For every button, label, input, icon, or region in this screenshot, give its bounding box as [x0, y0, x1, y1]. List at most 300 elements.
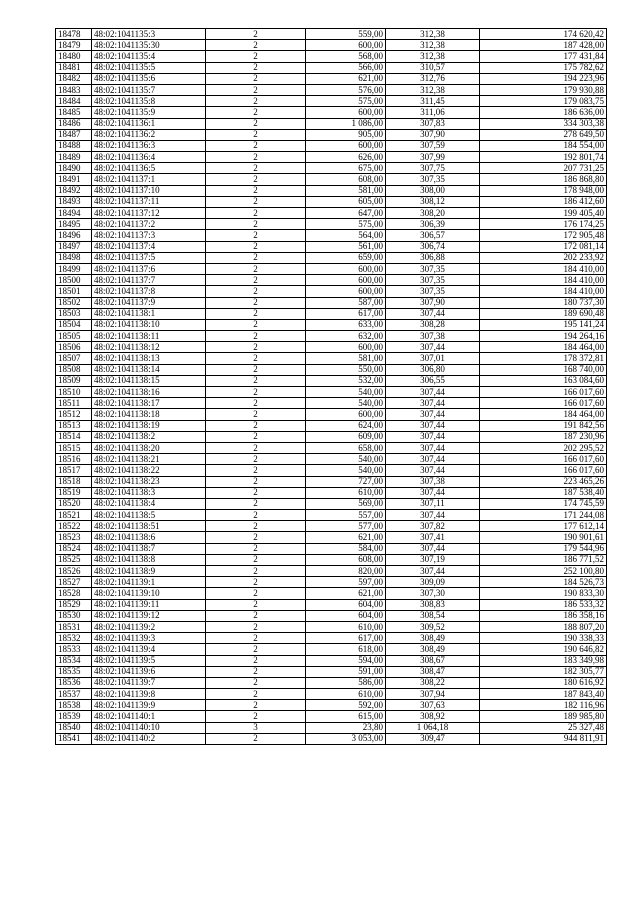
- area-cell: 597,00: [306, 577, 386, 588]
- specific-value-cell: 309,47: [386, 733, 480, 744]
- table-row: [56, 554, 607, 565]
- area-cell: 618,00: [306, 644, 386, 655]
- table-body: [56, 29, 607, 745]
- cadastral-number-cell: 48:02:1041138:3: [92, 487, 206, 498]
- row-number-cell: 18533: [56, 644, 92, 655]
- table-row: [56, 163, 607, 174]
- specific-value-cell: 311,06: [386, 107, 480, 118]
- area-cell: 600,00: [306, 263, 386, 274]
- group-code-cell: 2: [206, 185, 306, 196]
- table-row: [56, 96, 607, 107]
- area-cell: 658,00: [306, 442, 386, 453]
- cadastral-number-cell: 48:02:1041138:18: [92, 409, 206, 420]
- specific-value-cell: 308,92: [386, 711, 480, 722]
- specific-value-cell: 308,49: [386, 633, 480, 644]
- area-cell: 605,00: [306, 196, 386, 207]
- cadastral-number-cell: 48:02:1041137:12: [92, 208, 206, 219]
- group-code-cell: 2: [206, 454, 306, 465]
- group-code-cell: 2: [206, 677, 306, 688]
- cadastral-value-cell: 186 771,52: [480, 554, 607, 565]
- cadastral-value-cell: 252 100,80: [480, 566, 607, 577]
- cadastral-number-cell: 48:02:1041135:9: [92, 107, 206, 118]
- group-code-cell: 2: [206, 498, 306, 509]
- cadastral-number-cell: 48:02:1041138:11: [92, 331, 206, 342]
- row-number-cell: 18486: [56, 118, 92, 129]
- cadastral-value-cell: 202 233,92: [480, 252, 607, 263]
- group-code-cell: 2: [206, 286, 306, 297]
- row-number-cell: 18513: [56, 420, 92, 431]
- table-row: [56, 420, 607, 431]
- group-code-cell: 2: [206, 566, 306, 577]
- row-number-cell: 18494: [56, 208, 92, 219]
- cadastral-number-cell: 48:02:1041138:19: [92, 420, 206, 431]
- cadastral-number-cell: 48:02:1041138:9: [92, 566, 206, 577]
- cadastral-number-cell: 48:02:1041139:6: [92, 666, 206, 677]
- group-code-cell: 2: [206, 196, 306, 207]
- group-code-cell: 2: [206, 577, 306, 588]
- specific-value-cell: 307,44: [386, 543, 480, 554]
- row-number-cell: 18490: [56, 163, 92, 174]
- cadastral-value-cell: 183 349,98: [480, 655, 607, 666]
- specific-value-cell: 307,75: [386, 163, 480, 174]
- table-row: [56, 297, 607, 308]
- table-row: [56, 196, 607, 207]
- cadastral-number-cell: 48:02:1041137:7: [92, 275, 206, 286]
- table-row: [56, 241, 607, 252]
- specific-value-cell: 307,82: [386, 521, 480, 532]
- row-number-cell: 18509: [56, 375, 92, 386]
- specific-value-cell: 307,44: [386, 465, 480, 476]
- cadastral-value-cell: 207 731,25: [480, 163, 607, 174]
- specific-value-cell: 307,44: [386, 387, 480, 398]
- table-row: [56, 610, 607, 621]
- specific-value-cell: 306,55: [386, 375, 480, 386]
- cadastral-number-cell: 48:02:1041139:12: [92, 610, 206, 621]
- row-number-cell: 18491: [56, 174, 92, 185]
- specific-value-cell: 307,44: [386, 454, 480, 465]
- cadastral-value-cell: 184 464,00: [480, 342, 607, 353]
- cadastral-value-cell: 199 405,40: [480, 208, 607, 219]
- area-cell: 540,00: [306, 454, 386, 465]
- table-row: [56, 711, 607, 722]
- specific-value-cell: 307,63: [386, 700, 480, 711]
- specific-value-cell: 307,44: [386, 431, 480, 442]
- row-number-cell: 18538: [56, 700, 92, 711]
- specific-value-cell: 307,44: [386, 409, 480, 420]
- area-cell: 569,00: [306, 498, 386, 509]
- row-number-cell: 18496: [56, 230, 92, 241]
- table-row: [56, 152, 607, 163]
- cadastral-number-cell: 48:02:1041138:14: [92, 364, 206, 375]
- row-number-cell: 18495: [56, 219, 92, 230]
- row-number-cell: 18484: [56, 96, 92, 107]
- row-number-cell: 18507: [56, 353, 92, 364]
- specific-value-cell: 308,54: [386, 610, 480, 621]
- specific-value-cell: 307,01: [386, 353, 480, 364]
- cadastral-value-cell: 334 303,38: [480, 118, 607, 129]
- specific-value-cell: 312,38: [386, 29, 480, 40]
- specific-value-cell: 307,99: [386, 152, 480, 163]
- table-row: [56, 342, 607, 353]
- cadastral-value-cell: 184 464,00: [480, 409, 607, 420]
- specific-value-cell: 306,39: [386, 219, 480, 230]
- table-row: [56, 364, 607, 375]
- area-cell: 1 086,00: [306, 118, 386, 129]
- cadastral-value-cell: 186 358,16: [480, 610, 607, 621]
- cadastral-number-cell: 48:02:1041137:5: [92, 252, 206, 263]
- row-number-cell: 18501: [56, 286, 92, 297]
- group-code-cell: 2: [206, 431, 306, 442]
- cadastral-number-cell: 48:02:1041138:20: [92, 442, 206, 453]
- table-row: [56, 275, 607, 286]
- table-row: [56, 40, 607, 51]
- cadastral-value-cell: 166 017,60: [480, 398, 607, 409]
- row-number-cell: 18522: [56, 521, 92, 532]
- cadastral-number-cell: 48:02:1041138:4: [92, 498, 206, 509]
- group-code-cell: 2: [206, 420, 306, 431]
- table-row: [56, 140, 607, 151]
- group-code-cell: 2: [206, 297, 306, 308]
- group-code-cell: 2: [206, 689, 306, 700]
- area-cell: 604,00: [306, 610, 386, 621]
- specific-value-cell: 307,35: [386, 286, 480, 297]
- cadastral-number-cell: 48:02:1041135:5: [92, 62, 206, 73]
- group-code-cell: 2: [206, 84, 306, 95]
- cadastral-value-cell: 189 690,48: [480, 308, 607, 319]
- cadastral-value-cell: 179 930,88: [480, 84, 607, 95]
- group-code-cell: 2: [206, 353, 306, 364]
- table-row: [56, 487, 607, 498]
- area-cell: 600,00: [306, 286, 386, 297]
- table-row: [56, 286, 607, 297]
- cadastral-number-cell: 48:02:1041138:22: [92, 465, 206, 476]
- cadastral-value-cell: 179 544,96: [480, 543, 607, 554]
- specific-value-cell: 307,59: [386, 140, 480, 151]
- table-row: [56, 454, 607, 465]
- cadastral-number-cell: 48:02:1041136:4: [92, 152, 206, 163]
- table-row: [56, 666, 607, 677]
- area-cell: 568,00: [306, 51, 386, 62]
- area-cell: 557,00: [306, 510, 386, 521]
- area-cell: 600,00: [306, 40, 386, 51]
- row-number-cell: 18527: [56, 577, 92, 588]
- group-code-cell: 2: [206, 621, 306, 632]
- area-cell: 608,00: [306, 554, 386, 565]
- cadastral-number-cell: 48:02:1041139:9: [92, 700, 206, 711]
- table-row: [56, 62, 607, 73]
- row-number-cell: 18523: [56, 532, 92, 543]
- area-cell: 659,00: [306, 252, 386, 263]
- area-cell: 675,00: [306, 163, 386, 174]
- row-number-cell: 18508: [56, 364, 92, 375]
- area-cell: 608,00: [306, 174, 386, 185]
- specific-value-cell: 307,90: [386, 297, 480, 308]
- row-number-cell: 18488: [56, 140, 92, 151]
- cadastral-number-cell: 48:02:1041139:11: [92, 599, 206, 610]
- area-cell: 604,00: [306, 599, 386, 610]
- cadastral-value-cell: 187 843,40: [480, 689, 607, 700]
- cadastral-value-cell: 187 538,40: [480, 487, 607, 498]
- cadastral-number-cell: 48:02:1041138:16: [92, 387, 206, 398]
- cadastral-number-cell: 48:02:1041138:7: [92, 543, 206, 554]
- row-number-cell: 18485: [56, 107, 92, 118]
- area-cell: 577,00: [306, 521, 386, 532]
- row-number-cell: 18479: [56, 40, 92, 51]
- cadastral-value-cell: 171 244,08: [480, 510, 607, 521]
- specific-value-cell: 307,35: [386, 275, 480, 286]
- group-code-cell: 2: [206, 308, 306, 319]
- specific-value-cell: 307,35: [386, 263, 480, 274]
- specific-value-cell: 312,38: [386, 51, 480, 62]
- row-number-cell: 18500: [56, 275, 92, 286]
- specific-value-cell: 308,83: [386, 599, 480, 610]
- group-code-cell: 2: [206, 465, 306, 476]
- table-row: [56, 621, 607, 632]
- row-number-cell: 18541: [56, 733, 92, 744]
- cadastral-value-cell: 176 174,25: [480, 219, 607, 230]
- cadastral-number-cell: 48:02:1041137:10: [92, 185, 206, 196]
- cadastral-number-cell: 48:02:1041135:30: [92, 40, 206, 51]
- cadastral-number-cell: 48:02:1041140:2: [92, 733, 206, 744]
- table-row: [56, 230, 607, 241]
- area-cell: 610,00: [306, 487, 386, 498]
- row-number-cell: 18492: [56, 185, 92, 196]
- cadastral-number-cell: 48:02:1041137:3: [92, 230, 206, 241]
- cadastral-value-cell: 172 081,14: [480, 241, 607, 252]
- table-row: [56, 398, 607, 409]
- cadastral-value-cell: 182 116,96: [480, 700, 607, 711]
- area-cell: 621,00: [306, 532, 386, 543]
- group-code-cell: 2: [206, 442, 306, 453]
- cadastral-value-cell: 192 801,74: [480, 152, 607, 163]
- group-code-cell: 2: [206, 208, 306, 219]
- row-number-cell: 18521: [56, 510, 92, 521]
- cadastral-value-cell: 186 636,00: [480, 107, 607, 118]
- cadastral-value-cell: 194 223,96: [480, 73, 607, 84]
- cadastral-number-cell: 48:02:1041138:12: [92, 342, 206, 353]
- group-code-cell: 2: [206, 230, 306, 241]
- specific-value-cell: 308,47: [386, 666, 480, 677]
- cadastral-value-cell: 223 465,26: [480, 476, 607, 487]
- table-row: [56, 107, 607, 118]
- cadastral-value-cell: 202 295,52: [480, 442, 607, 453]
- table-row: [56, 331, 607, 342]
- specific-value-cell: 306,88: [386, 252, 480, 263]
- area-cell: 584,00: [306, 543, 386, 554]
- area-cell: 592,00: [306, 700, 386, 711]
- cadastral-value-cell: 190 646,82: [480, 644, 607, 655]
- cadastral-value-cell: 188 807,20: [480, 621, 607, 632]
- row-number-cell: 18499: [56, 263, 92, 274]
- group-code-cell: 2: [206, 40, 306, 51]
- cadastral-value-cell: 175 782,62: [480, 62, 607, 73]
- specific-value-cell: 307,44: [386, 308, 480, 319]
- table-row: [56, 633, 607, 644]
- group-code-cell: 2: [206, 521, 306, 532]
- cadastral-value-cell: 184 410,00: [480, 286, 607, 297]
- specific-value-cell: 307,44: [386, 442, 480, 453]
- cadastral-number-cell: 48:02:1041139:3: [92, 633, 206, 644]
- group-code-cell: 2: [206, 700, 306, 711]
- row-number-cell: 18487: [56, 129, 92, 140]
- cadastral-number-cell: 48:02:1041138:2: [92, 431, 206, 442]
- cadastral-value-cell: 178 948,00: [480, 185, 607, 196]
- row-number-cell: 18493: [56, 196, 92, 207]
- cadastral-number-cell: 48:02:1041135:4: [92, 51, 206, 62]
- specific-value-cell: 308,12: [386, 196, 480, 207]
- cadastral-number-cell: 48:02:1041136:1: [92, 118, 206, 129]
- group-code-cell: 2: [206, 554, 306, 565]
- row-number-cell: 18516: [56, 454, 92, 465]
- group-code-cell: 2: [206, 644, 306, 655]
- group-code-cell: 2: [206, 375, 306, 386]
- row-number-cell: 18504: [56, 319, 92, 330]
- table-row: [56, 185, 607, 196]
- specific-value-cell: 1 064,18: [386, 722, 480, 733]
- area-cell: 600,00: [306, 409, 386, 420]
- group-code-cell: 2: [206, 319, 306, 330]
- group-code-cell: 2: [206, 588, 306, 599]
- group-code-cell: 2: [206, 510, 306, 521]
- specific-value-cell: 307,38: [386, 331, 480, 342]
- row-number-cell: 18512: [56, 409, 92, 420]
- row-number-cell: 18524: [56, 543, 92, 554]
- area-cell: 591,00: [306, 666, 386, 677]
- specific-value-cell: 307,30: [386, 588, 480, 599]
- table-row: [56, 644, 607, 655]
- table-row: [56, 174, 607, 185]
- cadastral-number-cell: 48:02:1041138:51: [92, 521, 206, 532]
- specific-value-cell: 312,38: [386, 84, 480, 95]
- cadastral-value-cell: 186 533,32: [480, 599, 607, 610]
- area-cell: 566,00: [306, 62, 386, 73]
- row-number-cell: 18531: [56, 621, 92, 632]
- group-code-cell: 2: [206, 163, 306, 174]
- specific-value-cell: 309,52: [386, 621, 480, 632]
- table-row: [56, 521, 607, 532]
- specific-value-cell: 307,90: [386, 129, 480, 140]
- cadastral-value-cell: 278 649,50: [480, 129, 607, 140]
- area-cell: 540,00: [306, 465, 386, 476]
- group-code-cell: 2: [206, 252, 306, 263]
- specific-value-cell: 309,09: [386, 577, 480, 588]
- area-cell: 633,00: [306, 319, 386, 330]
- area-cell: 576,00: [306, 84, 386, 95]
- row-number-cell: 18503: [56, 308, 92, 319]
- specific-value-cell: 307,11: [386, 498, 480, 509]
- row-number-cell: 18526: [56, 566, 92, 577]
- row-number-cell: 18497: [56, 241, 92, 252]
- area-cell: 594,00: [306, 655, 386, 666]
- cadastral-number-cell: 48:02:1041138:15: [92, 375, 206, 386]
- row-number-cell: 18489: [56, 152, 92, 163]
- cadastral-number-cell: 48:02:1041140:1: [92, 711, 206, 722]
- specific-value-cell: 308,22: [386, 677, 480, 688]
- row-number-cell: 18515: [56, 442, 92, 453]
- group-code-cell: 2: [206, 666, 306, 677]
- table-row: [56, 308, 607, 319]
- specific-value-cell: 307,35: [386, 174, 480, 185]
- cadastral-value-cell: 184 410,00: [480, 263, 607, 274]
- cadastral-value-cell: 166 017,60: [480, 454, 607, 465]
- cadastral-value-cell: 177 612,14: [480, 521, 607, 532]
- area-cell: 609,00: [306, 431, 386, 442]
- specific-value-cell: 307,44: [386, 398, 480, 409]
- table-row: [56, 129, 607, 140]
- group-code-cell: 2: [206, 387, 306, 398]
- cadastral-number-cell: 48:02:1041136:2: [92, 129, 206, 140]
- cadastral-number-cell: 48:02:1041139:10: [92, 588, 206, 599]
- area-cell: 626,00: [306, 152, 386, 163]
- cadastral-number-cell: 48:02:1041139:4: [92, 644, 206, 655]
- specific-value-cell: 307,94: [386, 689, 480, 700]
- cadastral-value-cell: 182 305,77: [480, 666, 607, 677]
- area-cell: 621,00: [306, 73, 386, 84]
- cadastral-value-cell: 180 616,92: [480, 677, 607, 688]
- row-number-cell: 18519: [56, 487, 92, 498]
- specific-value-cell: 308,00: [386, 185, 480, 196]
- cadastral-number-cell: 48:02:1041139:5: [92, 655, 206, 666]
- specific-value-cell: 308,20: [386, 208, 480, 219]
- specific-value-cell: 307,19: [386, 554, 480, 565]
- row-number-cell: 18540: [56, 722, 92, 733]
- cadastral-number-cell: 48:02:1041139:2: [92, 621, 206, 632]
- group-code-cell: 2: [206, 655, 306, 666]
- area-cell: 632,00: [306, 331, 386, 342]
- cadastral-value-cell: 25 327,48: [480, 722, 607, 733]
- table-row: [56, 588, 607, 599]
- area-cell: 600,00: [306, 342, 386, 353]
- row-number-cell: 18528: [56, 588, 92, 599]
- cadastral-number-cell: 48:02:1041136:3: [92, 140, 206, 151]
- cadastral-number-cell: 48:02:1041138:13: [92, 353, 206, 364]
- cadastral-value-cell: 174 745,59: [480, 498, 607, 509]
- cadastral-number-cell: 48:02:1041138:21: [92, 454, 206, 465]
- cadastral-number-cell: 48:02:1041137:2: [92, 219, 206, 230]
- cadastral-value-cell: 172 905,48: [480, 230, 607, 241]
- area-cell: 581,00: [306, 353, 386, 364]
- cadastral-number-cell: 48:02:1041140:10: [92, 722, 206, 733]
- area-cell: 820,00: [306, 566, 386, 577]
- cadastral-number-cell: 48:02:1041137:9: [92, 297, 206, 308]
- group-code-cell: 2: [206, 96, 306, 107]
- area-cell: 600,00: [306, 275, 386, 286]
- row-number-cell: 18534: [56, 655, 92, 666]
- row-number-cell: 18532: [56, 633, 92, 644]
- specific-value-cell: 306,74: [386, 241, 480, 252]
- area-cell: 550,00: [306, 364, 386, 375]
- cadastral-value-cell: 178 372,81: [480, 353, 607, 364]
- group-code-cell: 2: [206, 275, 306, 286]
- group-code-cell: 2: [206, 263, 306, 274]
- area-cell: 532,00: [306, 375, 386, 386]
- table-row: [56, 387, 607, 398]
- cadastral-value-cell: 195 141,24: [480, 319, 607, 330]
- group-code-cell: 2: [206, 633, 306, 644]
- row-number-cell: 18506: [56, 342, 92, 353]
- cadastral-value-cell: 189 985,80: [480, 711, 607, 722]
- specific-value-cell: 307,44: [386, 342, 480, 353]
- area-cell: 575,00: [306, 219, 386, 230]
- cadastral-number-cell: 48:02:1041137:11: [92, 196, 206, 207]
- area-cell: 23,80: [306, 722, 386, 733]
- cadastral-value-cell: 186 868,80: [480, 174, 607, 185]
- cadastral-number-cell: 48:02:1041138:1: [92, 308, 206, 319]
- table-row: [56, 700, 607, 711]
- group-code-cell: 2: [206, 409, 306, 420]
- area-cell: 610,00: [306, 621, 386, 632]
- cadastral-number-cell: 48:02:1041138:5: [92, 510, 206, 521]
